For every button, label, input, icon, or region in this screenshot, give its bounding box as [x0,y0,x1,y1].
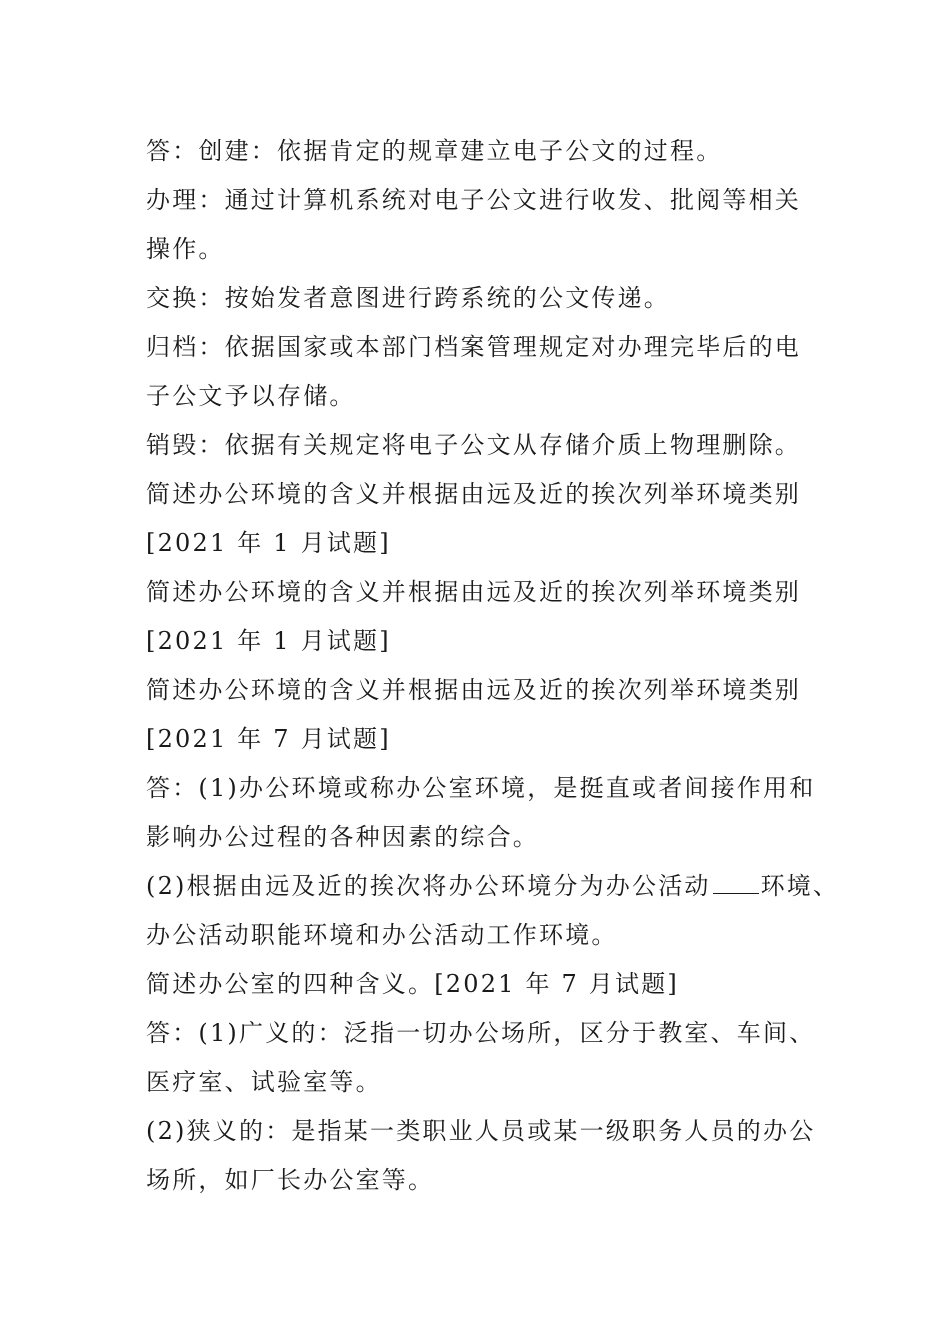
question-line: 简述办公环境的含义并根据由远及近的挨次列举环境类别 [146,676,801,704]
question-line: 简述办公环境的含义并根据由远及近的挨次列举环境类别 [146,578,801,606]
question-source: [2021 年 1 月试题] [146,627,391,655]
answer-line: 答：(1)广义的：泛指一切办公场所，区分于教室、车间、 [146,1019,816,1047]
document-body [146,127,846,1205]
answer-line: 办公活动职能环境和办公活动工作环境。 [146,921,618,949]
question-line: 简述办公室的四种含义。[2021 年 7 月试题] [146,970,679,998]
answer-line: (2)狭义的：是指某一类职业人员或某一级职务人员的办公 [146,1117,816,1145]
text-line: 办理：通过计算机系统对电子公文进行收发、批阅等相关 [146,186,801,214]
text-line: 操作。 [146,235,225,263]
answer-line: 场所，如厂长办公室等。 [146,1166,435,1194]
text-line: 归档：依据国家或本部门档案管理规定对办理完毕后的电 [146,333,801,361]
answer-text-after-blank: 环境、 [760,872,840,900]
text-line: 子公文予以存储。 [146,382,356,410]
answer-text-before-blank: (2)根据由远及近的挨次将办公环境分为办公活动 [146,872,711,900]
question-source: [2021 年 1 月试题] [146,529,391,557]
text-line: 交换：按始发者意图进行跨系统的公文传递。 [146,284,670,312]
answer-line-with-blank [146,862,846,911]
text-line: 销毁：依据有关规定将电子公文从存储介质上物理删除。 [146,431,801,459]
fill-in-blank [713,873,759,894]
answer-line: 医疗室、试验室等。 [146,1068,382,1096]
question-source: [2021 年 7 月试题] [146,725,391,753]
answer-line: 影响办公过程的各种因素的综合。 [146,823,539,851]
question-line: 简述办公环境的含义并根据由远及近的挨次列举环境类别 [146,480,801,508]
answer-line: 答：(1)办公环境或称办公室环境，是挺直或者间接作用和 [146,774,816,802]
text-line: 答：创建：依据肯定的规章建立电子公文的过程。 [146,137,723,165]
